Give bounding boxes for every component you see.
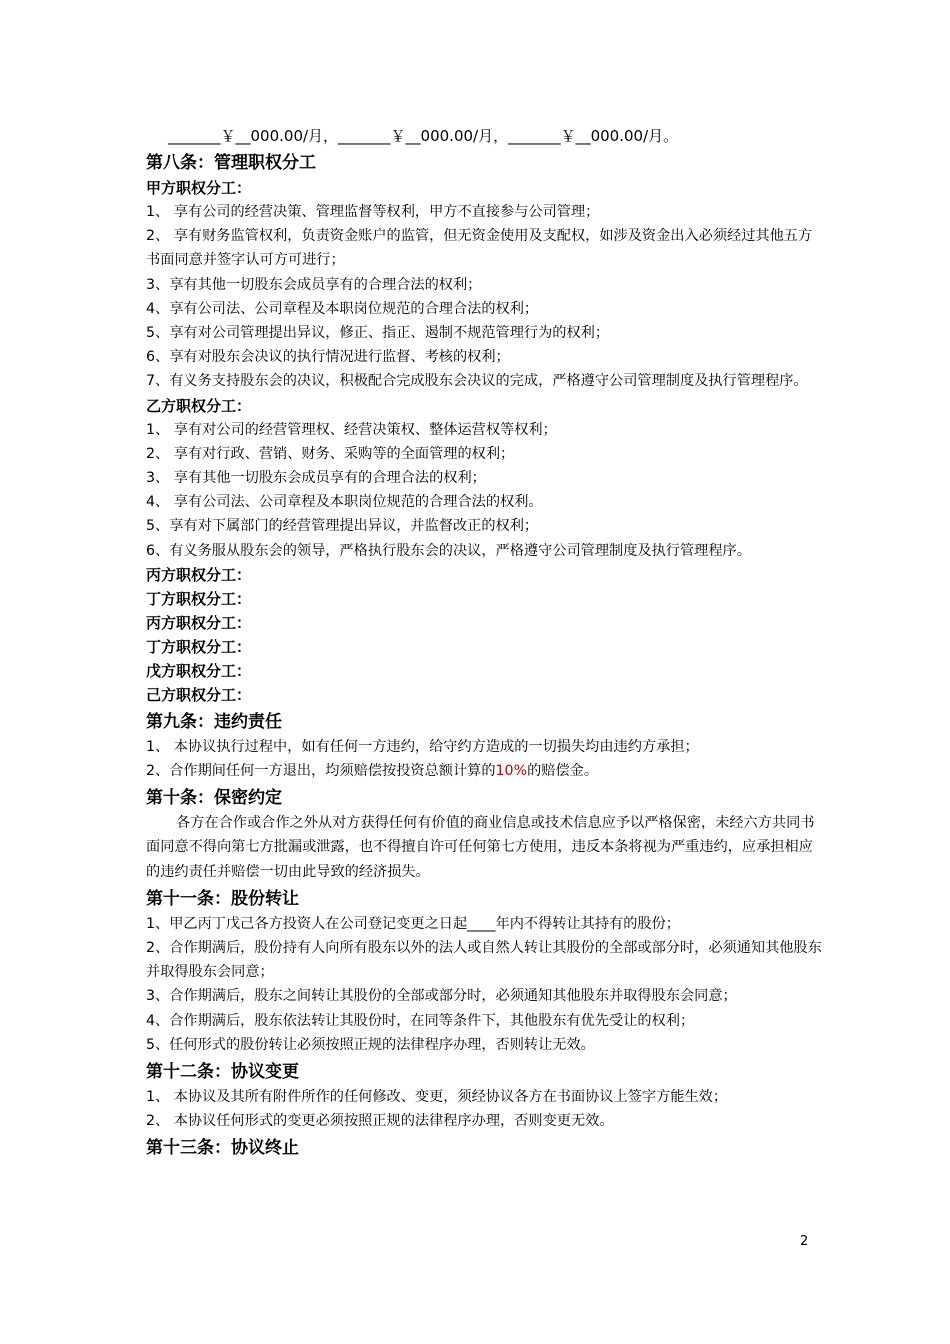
document-body: [146, 124, 822, 1161]
party-a-item-6: 6、享有对股东会决议的执行情况进行监督、考核的权利；: [146, 349, 510, 366]
party-a-item-7: 7、有义务支持股东会的决议，积极配合完成股东会决议的完成，严格遵守公司管理制度及执行管理程序。: [146, 373, 808, 390]
article11-item-3: 3、合作期满后，股东之间转让其股份的全部或部分时，必须通知其他股东并取得股东会同意；: [146, 988, 737, 1005]
party-a-item-1: 1、 享有公司的经营决策、管理监督等权利，甲方不直接参与公司管理；: [146, 204, 600, 220]
party-b-item-4: 4、 享有公司法、公司章程及本职岗位规范的合理合法的权利。: [146, 494, 543, 511]
party-d-heading: 丁方职权分工：: [146, 589, 252, 608]
article9-item-2: [146, 759, 822, 783]
article11-item-2: 2、合作期满后，股份持有人向所有股东以外的法人或自然人转让其股份的全部或部分时，必须通知其他股东并取得股东会同意；: [146, 940, 822, 981]
article9-item-1: 1、 本协议执行过程中，如有任何一方违约，给守约方造成的一切损失均由违约方承担；: [146, 738, 699, 755]
party-a-item-3: 3、享有其他一切股东会成员享有的合理合法的权利；: [146, 276, 482, 293]
party-a-heading: 甲方职权分工：: [146, 179, 252, 197]
party-b-item-5: 5、享有对下属部门的经营管理提出异议，并监督改正的权利；: [146, 518, 539, 535]
penalty-percentage: 10%: [495, 763, 528, 780]
party-d-heading-repeat: 丁方职权分工：: [146, 637, 252, 656]
article10-title: 第十条：保密约定: [146, 788, 282, 809]
article12-item-1: 1、 本协议及其所有附件所作的任何修改、变更，须经协议各方在书面协议上签字方能生效；: [146, 1089, 728, 1106]
party-a-item-2: 2、 享有财务监管权利，负责资金账户的监管，但无资金使用及支配权，如涉及资金出入必须经过其他五方书面同意并签字认可方可进行；: [146, 228, 813, 269]
article11-item-1: 1、甲乙丙丁戊己各方投资人在公司登记变更之日起____年内不得转让其持有的股份；: [146, 915, 680, 932]
party-b-item-3: 3、 享有其他一切股东会成员享有的合理合法的权利；: [146, 470, 486, 487]
party-e-heading: 戊方职权分工：: [146, 661, 252, 680]
article13-title: 第十三条：协议终止: [146, 1138, 299, 1159]
party-c-heading-repeat: 丙方职权分工：: [146, 613, 252, 632]
party-b-item-1: 1、 享有对公司的经营管理权、经营决策权、整体运营权等权利；: [146, 421, 557, 438]
salary-line: _______￥__000.00/月，_______￥__000.00/月，_______￥__000.00/月。: [168, 127, 679, 145]
article9-item-2-tail: 的赔偿金。: [527, 763, 599, 780]
article9-item-2-text: 2、合作期间任何一方退出，均须赔偿按投资总额计算的: [146, 763, 496, 780]
party-b-item-6: 6、有义务服从股东会的领导，严格执行股东会的决议，严格遵守公司管理制度及执行管理程序。: [146, 542, 751, 559]
article12-item-2: 2、 本协议任何形式的变更必须按照正规的法律程序办理，否则变更无效。: [146, 1113, 614, 1130]
article10-paragraph: 各方在合作或合作之外从对方获得任何有价值的商业信息或技术信息应予以严格保密，未经六方共同书面同意不得向第七方批漏或泄露，也不得擅自许可任何第七方使用，违反本条将视为严重违约，应承担相应的违约责任并赔偿一切由此导致的经济损失。: [146, 815, 815, 880]
article8-title: 第八条：管理职权分工: [146, 153, 316, 173]
article11-title: 第十一条：股份转让: [146, 888, 299, 909]
party-a-item-4: 4、享有公司法、公司章程及本职岗位规范的合理合法的权利；: [146, 300, 539, 317]
article11-item-4: 4、合作期满后，股东依法转让其股份时，在同等条件下，其他股东有优先受让的权利；: [146, 1012, 695, 1029]
article11-item-5: 5、任何形式的股份转让必须按照正规的法律程序办理，否则转让无效。: [146, 1036, 595, 1053]
party-c-heading: 丙方职权分工：: [146, 565, 252, 584]
page-number: 2: [800, 1234, 809, 1249]
party-f-heading: 己方职权分工：: [146, 685, 252, 704]
party-a-item-5: 5、享有对公司管理提出异议，修正、指正、遏制不规范管理行为的权利；: [146, 325, 610, 342]
party-b-heading: 乙方职权分工：: [146, 396, 252, 415]
article12-title: 第十二条：协议变更: [146, 1062, 299, 1083]
party-b-item-2: 2、 享有对行政、营销、财务、采购等的全面管理的权利；: [146, 445, 515, 462]
article9-title: 第九条：违约责任: [146, 711, 282, 732]
